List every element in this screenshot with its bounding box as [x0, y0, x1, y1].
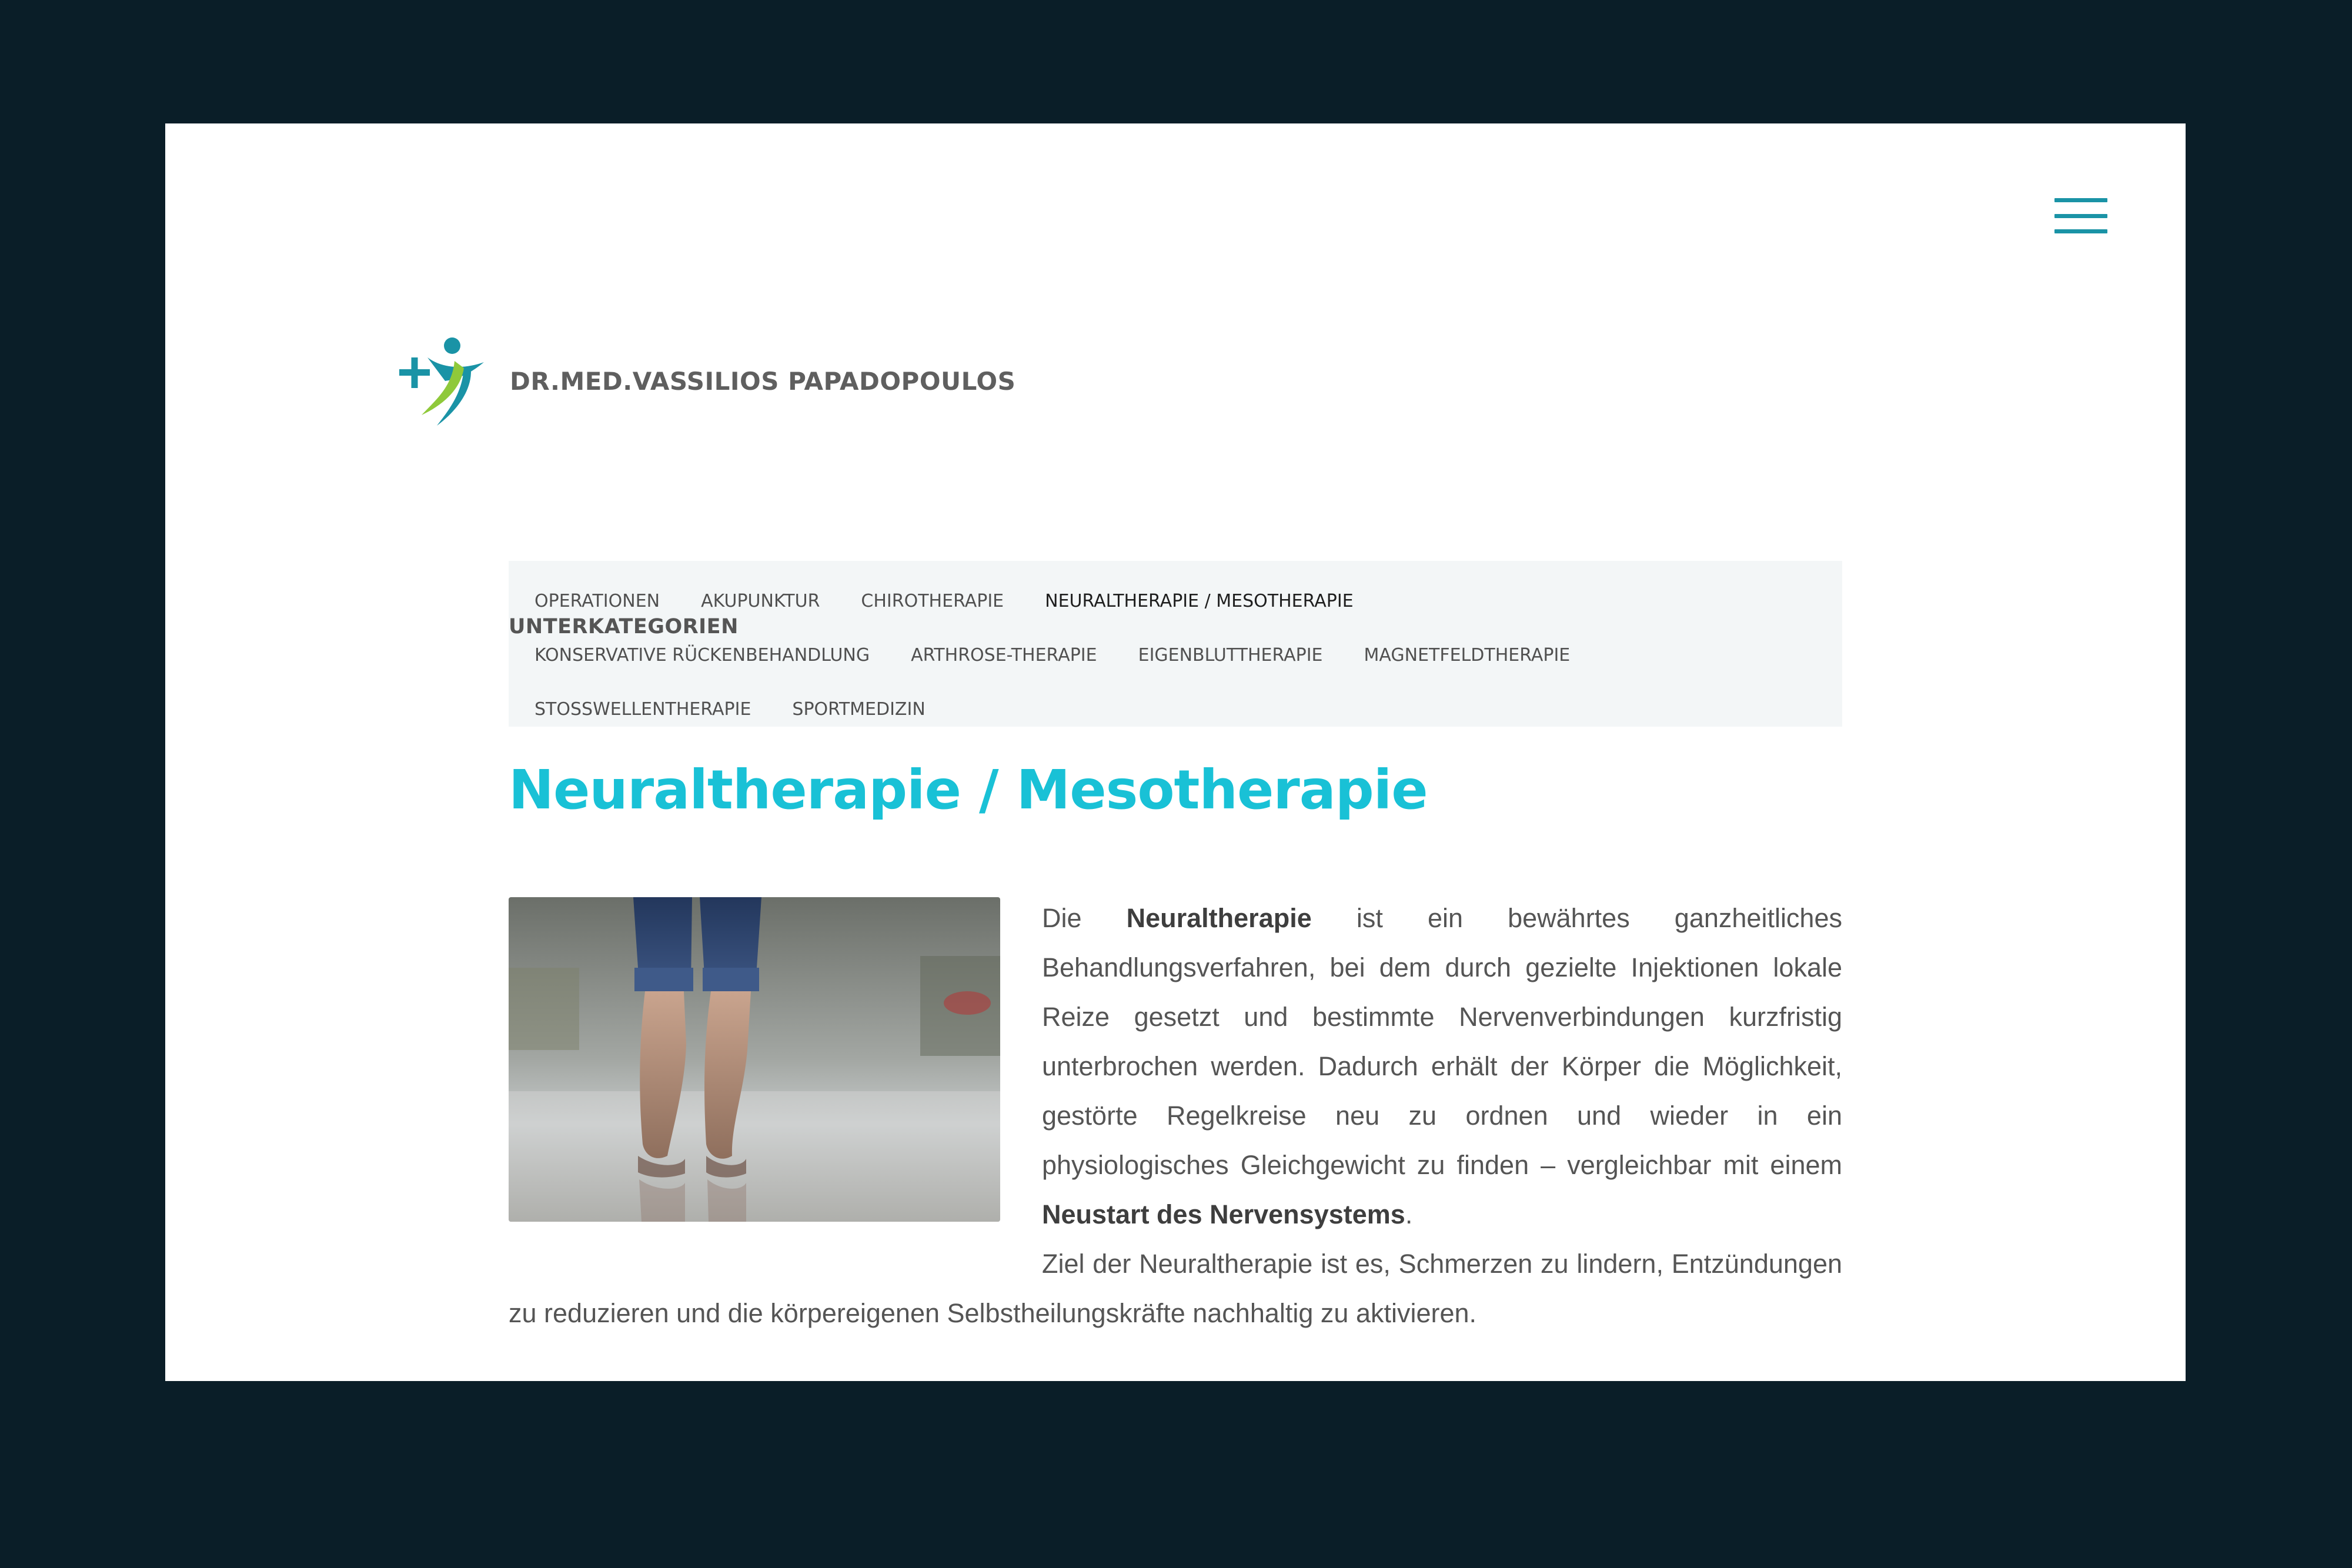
barefoot-on-tiptoes-in-rain-photo [509, 897, 1000, 1222]
brand-logo-link[interactable] [398, 334, 1015, 428]
subcategory-link-arthrose-therapie[interactable]: ARTHROSE-THERAPIE [911, 644, 1097, 666]
subcategory-link-magnetfeldtherapie[interactable]: MAGNETFELDTHERAPIE [1364, 644, 1571, 666]
subcategory-nav [509, 561, 1842, 727]
hamburger-menu-icon[interactable] [2054, 198, 2107, 233]
subcategory-row [534, 682, 1816, 736]
goal-paragraph: Ziel der Neuraltherapie ist es, Schmerzen zu lindern, Entzündungen zu reduzieren und die körpereigenen Selbstheilungskräfte nachhaltig zu aktivieren. [509, 1249, 1842, 1328]
subcategory-link-neuraltherapie-mesotherapie[interactable]: NEURALTHERAPIE / MESOTHERAPIE [1045, 590, 1354, 611]
subcategory-link-operationen[interactable]: OPERATIONEN [534, 590, 660, 611]
bold-term: Neustart des Nervensystems [1042, 1199, 1405, 1229]
intro-paragraph: Die Neuraltherapie ist ein bewährtes ganzheitliches Behandlungsverfahren, bei dem durch gezielte Injektionen lokale Reize gesetzt und bestimmte Nervenverbindungen kurzfristig unterbrochen werden. Dadurch erhält der Körper die Möglichkeit, gestörte Regelkreise neu zu ordnen und wieder in ein physiologisches Gleichgewicht zu finden – vergleichbar mit einem Neustart des Nervensystems. [1042, 903, 1842, 1229]
medical-cross-figure-icon [398, 334, 492, 428]
brand-name: DR.MED.VASSILIOS PAPADOPOULOS [510, 366, 1016, 396]
subcategory-link-konservative-rückenbehandlung[interactable]: KONSERVATIVE RÜCKENBEHANDLUNG [534, 644, 870, 666]
page-title: Neuraltherapie / Mesotherapie [509, 758, 1428, 821]
subcategory-link-sportmedizin[interactable]: SPORTMEDIZIN [792, 698, 926, 720]
bold-term: Neuraltherapie [1126, 903, 1312, 933]
subcategory-link-chirotherapie[interactable]: CHIROTHERAPIE [861, 590, 1004, 611]
subcategory-link-eigenbluttherapie[interactable]: EIGENBLUTTHERAPIE [1138, 644, 1323, 666]
subcategory-link-stosswellentherapie[interactable]: STOSSWELLENTHERAPIE [534, 698, 751, 720]
subcategories-heading: UNTERKATEGORIEN [509, 615, 739, 638]
page-window [165, 123, 2186, 1381]
subcategory-link-akupunktur[interactable]: AKUPUNKTUR [701, 590, 820, 611]
